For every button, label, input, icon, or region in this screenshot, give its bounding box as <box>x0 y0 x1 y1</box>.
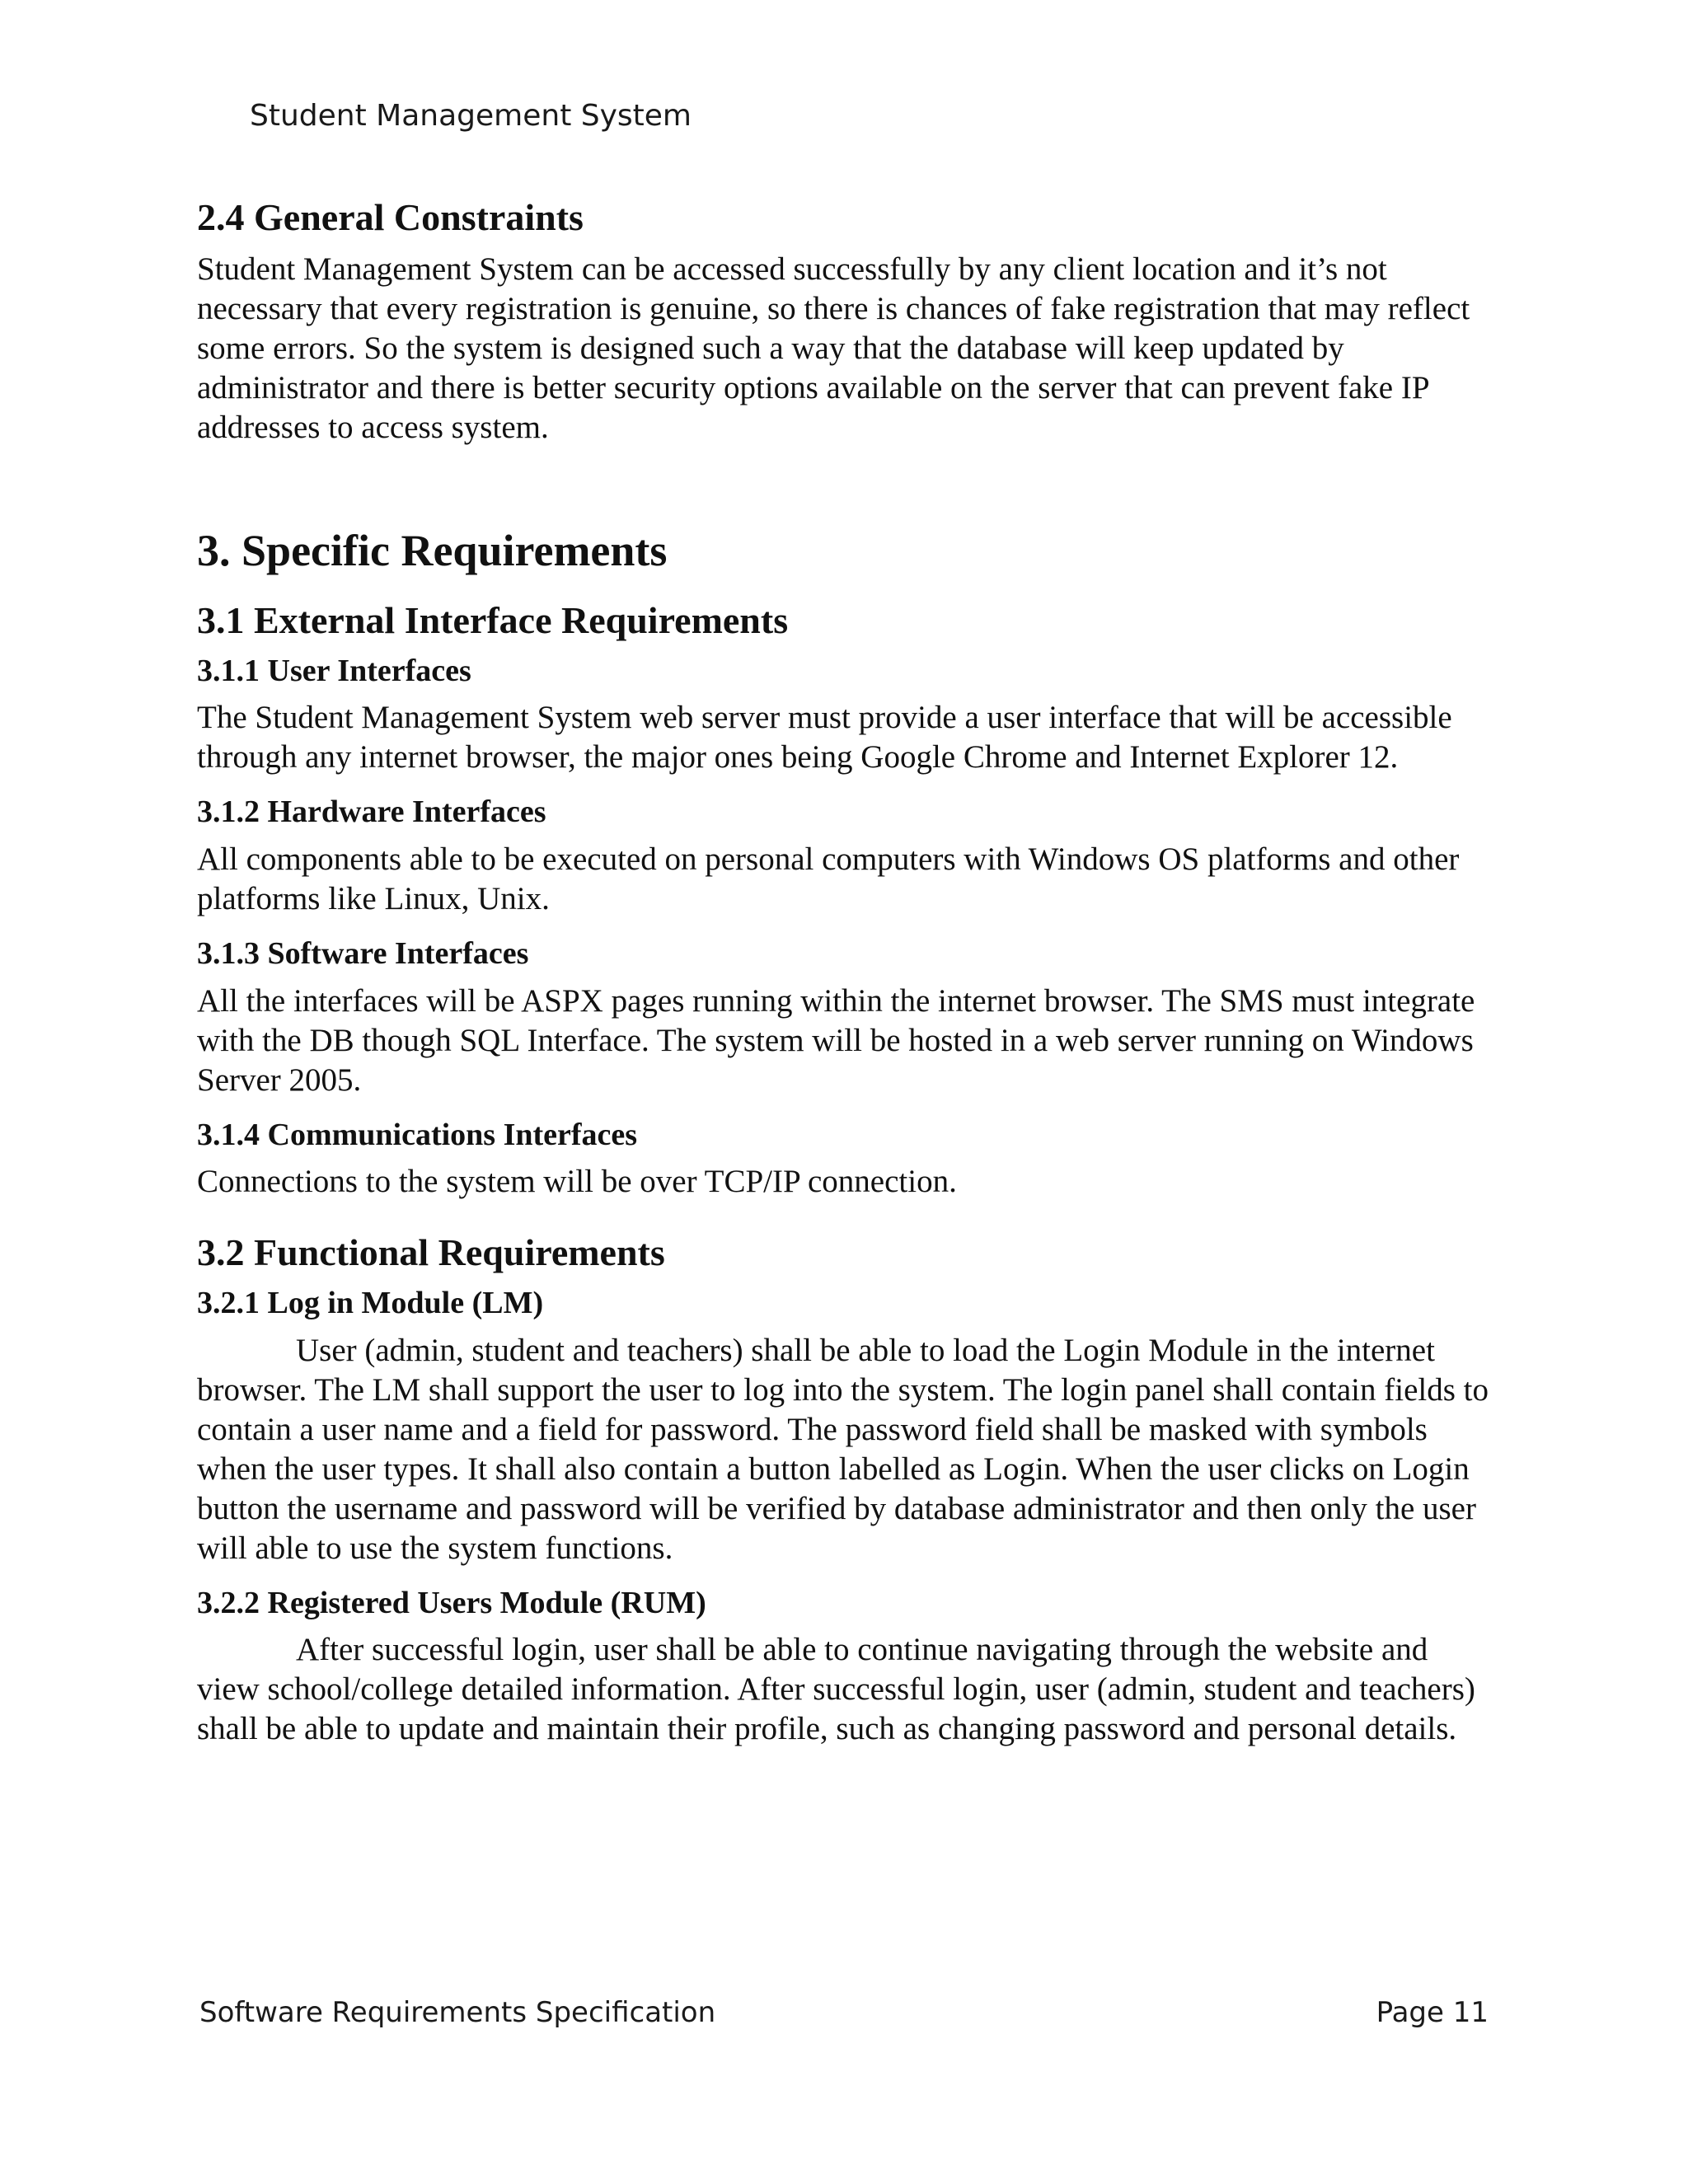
paragraph-communications-interfaces: Connections to the system will be over TCP/IP connection. <box>197 1164 957 1200</box>
heading-login-module: 3.2.1 Log in Module (LM) <box>197 1286 544 1321</box>
paragraph-user-interfaces: The Student Management System web server must provide a user interface that will be accessible through any internet browser, the major ones being Google Chrome and Internet Explorer 12. <box>197 700 1452 776</box>
paragraph-hardware-interfaces: All components able to be executed on personal computers with Windows OS platforms and other platforms like Linux, Unix. <box>197 841 1460 917</box>
heading-specific-requirements: 3. Specific Requirements <box>197 525 668 575</box>
paragraph-login-module: User (admin, student and teachers) shall be able to load the Login Module in the internet browser. The LM shall support the user to log into the system. The login panel shall contain fields to contain a user name and a field for password. The password field shall be masked with symbols when the user types. It shall also contain a button labelled as Login. When the user clicks on Login button the username and password will be verified by database administrator and then only the user will able to use the system functions. <box>197 1332 1489 1566</box>
heading-hardware-interfaces: 3.1.2 Hardware Interfaces <box>197 794 546 830</box>
paragraph-software-interfaces: All the interfaces will be ASPX pages running within the internet browser. The SMS must integrate with the DB though SQL Interface. The system will be hosted in a web server running on Windows Server 2005. <box>197 982 1475 1098</box>
heading-communications-interfaces: 3.1.4 Communications Interfaces <box>197 1117 638 1152</box>
page-content <box>197 196 1491 1749</box>
running-header: Student Management System <box>250 99 692 133</box>
footer-page-number: Page 11 <box>1376 1996 1489 2029</box>
running-footer <box>199 1996 1489 2029</box>
heading-registered-users-module: 3.2.2 Registered Users Module (RUM) <box>197 1585 706 1620</box>
heading-functional-requirements: 3.2 Functional Requirements <box>197 1231 665 1274</box>
heading-software-interfaces: 3.1.3 Software Interfaces <box>197 936 529 972</box>
heading-external-interface: 3.1 External Interface Requirements <box>197 598 789 641</box>
heading-user-interfaces: 3.1.1 User Interfaces <box>197 653 471 688</box>
paragraph-registered-users-module: After successful login, user shall be able to continue navigating through the website and view school/college detailed information. After successful login, user (admin, student and teachers) shall be able to update and maintain their profile, such as changing password and personal details. <box>197 1632 1475 1747</box>
heading-general-constraints: 2.4 General Constraints <box>197 196 584 238</box>
paragraph-general-constraints: Student Management System can be accessed successfully by any client location and it’s not necessary that every registration is genuine, so there is chances of fake registration that may reflect some errors. So the system is designed such a way that the database will keep updated by administrator and there is better security options available on the server that can prevent fake IP addresses to access system. <box>197 251 1470 445</box>
footer-document-title: Software Requirements Specification <box>199 1996 716 2029</box>
